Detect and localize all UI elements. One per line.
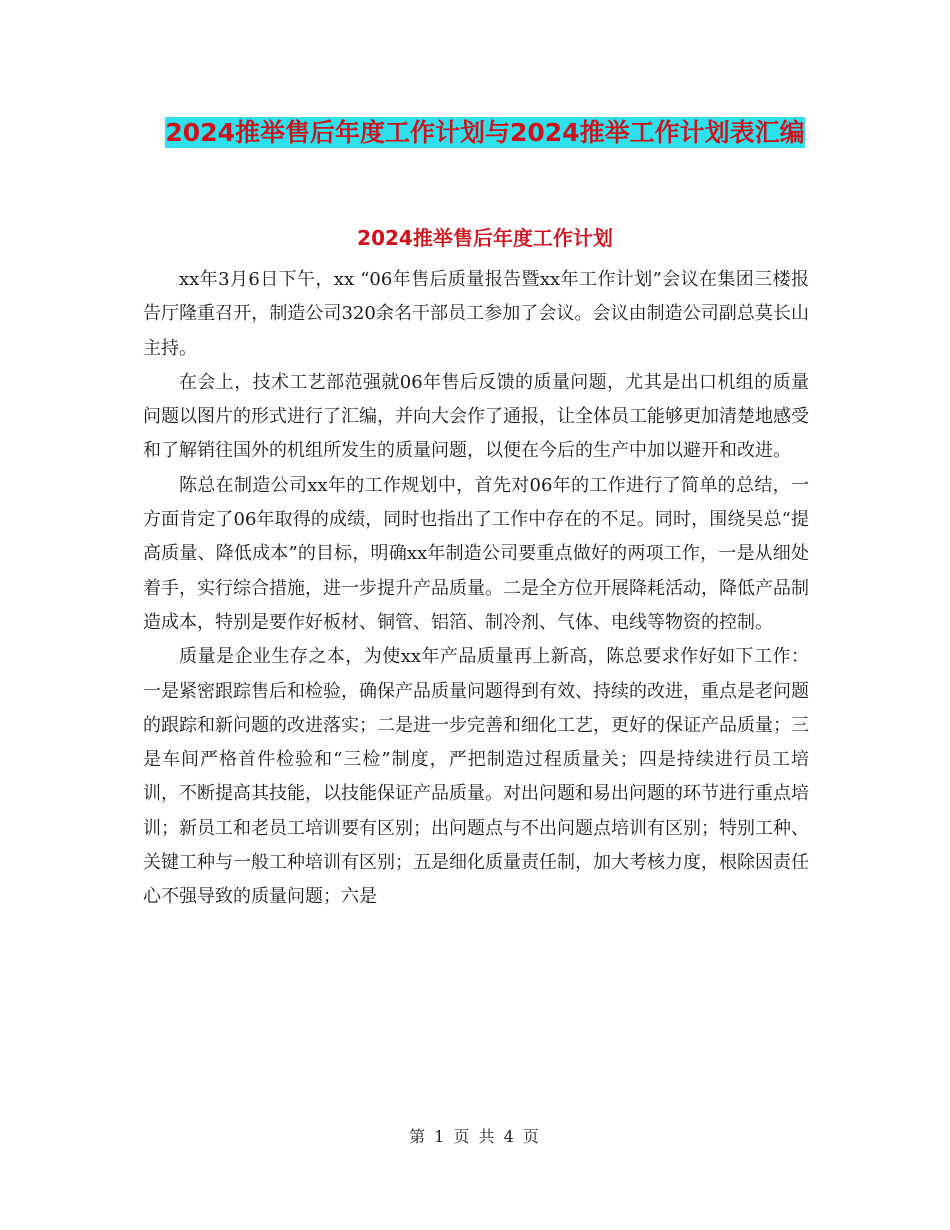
page-footer: 第 1 页 共 4 页 xyxy=(409,1127,541,1146)
section-title: 2024推举售后年度工作计划 xyxy=(357,226,613,250)
document-title-text: 2024推举售后年度工作计划与2024推举工作计划表汇编 xyxy=(165,118,805,147)
paragraph-2: 在会上，技术工艺部范强就06年售后反馈的质量问题，尤其是出口机组的质量问题以图片的形式进行了汇编，并向大会作了通报，让全体员工能够更加清楚地感受和了解销往国外的机组所发生的质量问题，以便在今后的生产中加以避开和改进。 xyxy=(143,371,809,462)
paragraph-4: 质量是企业生存之本，为使xx年产品质量再上新高，陈总要求作好如下工作： 一是紧密跟踪售后和检验，确保产品质量问题得到有效、持续的改进，重点是老问题的跟踪和新问题的改进落实；二是进一步完善和细化工艺，更好的保证产品质量；三是车间严格首件检验和“三检”制度，严把制造过程质量关；四是持续进行员工培训，不断提高其技能，以技能保证产品质量。对出问题和易出问题的环节进行重点培训；新员工和老员工培训要有区别；出问题点与不出问题点培训有区别；特别工种、关键工种与一般工种培训有区别；五是细化质量责任制，加大考核力度，根除因责任心不强导致的质量问题；六是 xyxy=(143,646,809,908)
document-body xyxy=(143,263,809,915)
paragraph-3: 陈总在制造公司xx年的工作规划中，首先对06年的工作进行了简单的总结，一方面肯定了06年取得的成绩，同时也指出了工作中存在的不足。同时，围绕吴总“提高质量、降低成本”的目标，明确xx年制造公司要重点做好的两项工作，一是从细处着手，实行综合措施，进一步提升产品质量。二是全方位开展降耗活动，降低产品制造成本，特别是要作好板材、铜管、铝箔、制冷剂、气体、电线等物资的控制。 xyxy=(143,474,809,633)
document-title xyxy=(140,112,830,154)
paragraph-1: xx年3月6日下午，xx “06年售后质量报告暨xx年工作计划”会议在集团三楼报告厅隆重召开，制造公司320余名干部员工参加了会议。会议由制造公司副总莫长山主持。 xyxy=(143,269,809,359)
